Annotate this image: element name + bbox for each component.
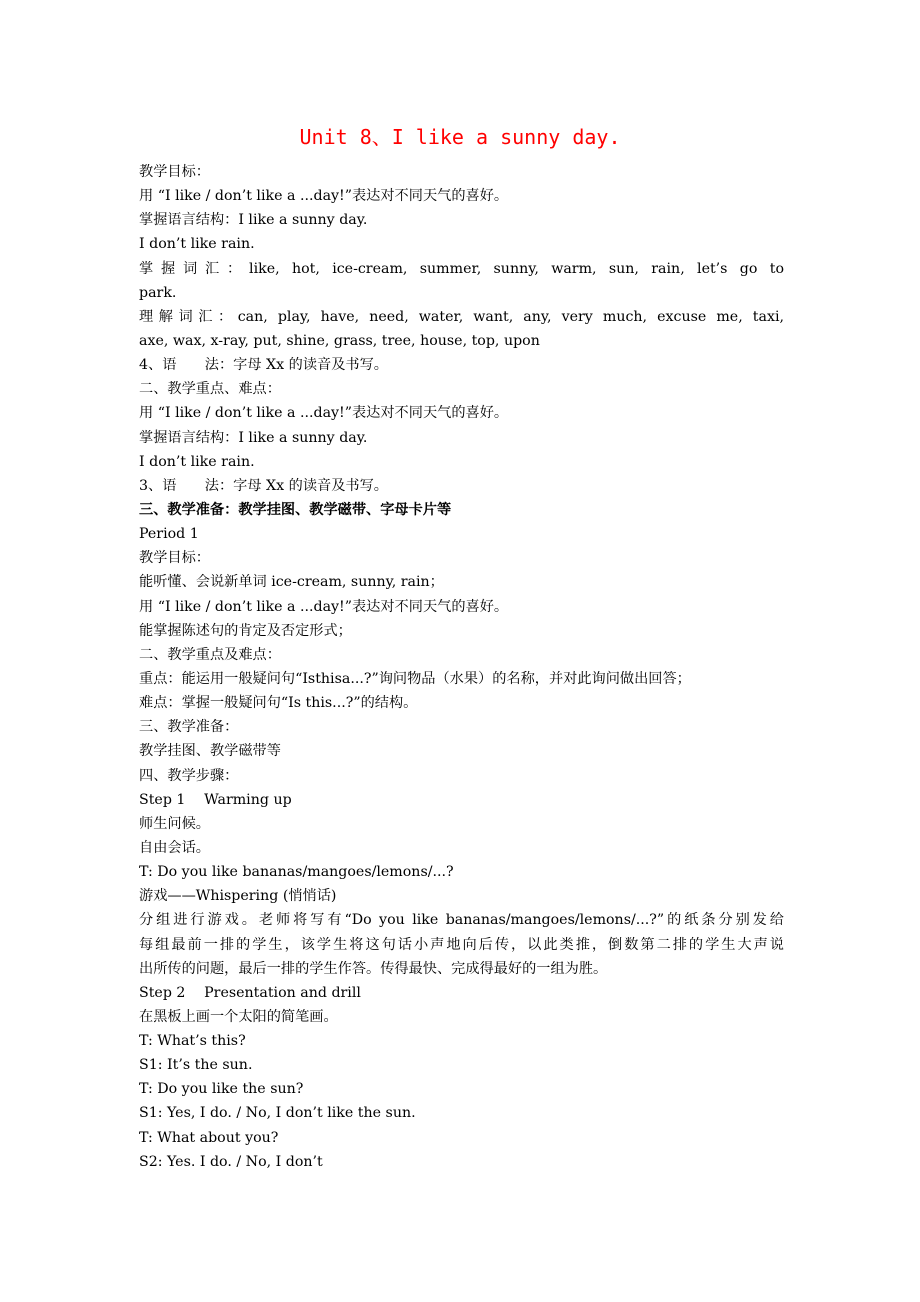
text-line: 4、语 法：字母 Xx 的读音及书写。 bbox=[139, 357, 388, 374]
text-line: axe, wax, x-ray, put, shine, grass, tree, house, top, upon bbox=[139, 332, 540, 349]
text-line: T: Do you like bananas/mangoes/lemons/...? bbox=[139, 864, 454, 881]
text-line: T: Do you like the sun? bbox=[139, 1081, 304, 1098]
text-line: I don’t like rain. bbox=[139, 236, 255, 253]
text-line: 师生问候。 bbox=[139, 815, 210, 832]
text-line: 教学目标： bbox=[139, 550, 210, 567]
text-line: park. bbox=[139, 284, 177, 301]
text-line: 用 “I like / don’t like a ...day!”表达对不同天气的喜好。 bbox=[139, 188, 509, 205]
text-line: T: What’s this? bbox=[139, 1033, 246, 1050]
section-heading: 三、教学准备：教学挂图、教学磁带、字母卡片等 bbox=[139, 501, 452, 518]
text-line: 掌握语言结构：I like a sunny day. bbox=[139, 212, 368, 229]
text-line: 教学挂图、教学磁带等 bbox=[139, 743, 281, 760]
text-line: 二、教学重点、难点： bbox=[139, 381, 281, 398]
text-line: 分组进行游戏。老师将写有“Do you like bananas/mangoes/lemons/...?”的纸条分别发给 bbox=[139, 912, 784, 929]
text-line: 每组最前一排的学生，该学生将这句话小声地向后传，以此类推，倒数第二排的学生大声说 bbox=[139, 936, 784, 953]
text-line: S1: It’s the sun. bbox=[139, 1057, 253, 1074]
text-line: S1: Yes, I do. / No, I don’t like the sun. bbox=[139, 1105, 416, 1122]
text-line: 3、语 法：字母 Xx 的读音及书写。 bbox=[139, 477, 388, 494]
text-line: 难点：掌握一般疑问句“Is this...?”的结构。 bbox=[139, 695, 418, 712]
text-line: 二、教学重点及难点： bbox=[139, 646, 281, 663]
text-line: Step 1 Warming up bbox=[139, 791, 292, 808]
text-line: 掌握语言结构：I like a sunny day. bbox=[139, 429, 368, 446]
text-line: 三、教学准备： bbox=[139, 719, 239, 736]
text-line: 掌握词汇：like, hot, ice-cream, summer, sunny, warm, sun, rain, let’s go to bbox=[139, 260, 784, 277]
text-line: 教学目标： bbox=[139, 164, 210, 180]
text-line: 能掌握陈述句的肯定及否定形式； bbox=[139, 622, 352, 639]
text-line: 重点：能运用一般疑问句“Isthisa...?”询问物品（水果）的名称，并对此询问做出回答； bbox=[139, 670, 691, 687]
text-line: S2: Yes. I do. / No, I don’t bbox=[139, 1153, 323, 1170]
text-line: 四、教学步骤： bbox=[139, 767, 239, 784]
document-body bbox=[139, 160, 784, 1174]
text-line: Step 2 Presentation and drill bbox=[139, 984, 361, 1001]
text-line: T: What about you? bbox=[139, 1129, 279, 1146]
text-line: Period 1 bbox=[139, 526, 199, 543]
text-line: 自由会话。 bbox=[139, 839, 210, 856]
text-line: 用 “I like / don’t like a ...day!”表达对不同天气的喜好。 bbox=[139, 405, 509, 422]
text-line: 在黑板上画一个太阳的简笔画。 bbox=[139, 1008, 338, 1025]
text-line: 出所传的问题，最后一排的学生作答。传得最快、完成得最好的一组为胜。 bbox=[139, 960, 608, 977]
document-title: Unit 8、I like a sunny day. bbox=[299, 125, 621, 149]
text-line: 游戏——Whispering (悄悄话) bbox=[139, 888, 337, 905]
text-line: 理解词汇：can, play, have, need, water, want, any, very much, excuse me, taxi, bbox=[139, 308, 784, 325]
text-line: I don’t like rain. bbox=[139, 453, 255, 470]
text-line: 用 “I like / don’t like a ...day!”表达对不同天气的喜好。 bbox=[139, 598, 509, 615]
text-line: 能听懂、会说新单词 ice-cream, sunny, rain； bbox=[139, 574, 444, 591]
